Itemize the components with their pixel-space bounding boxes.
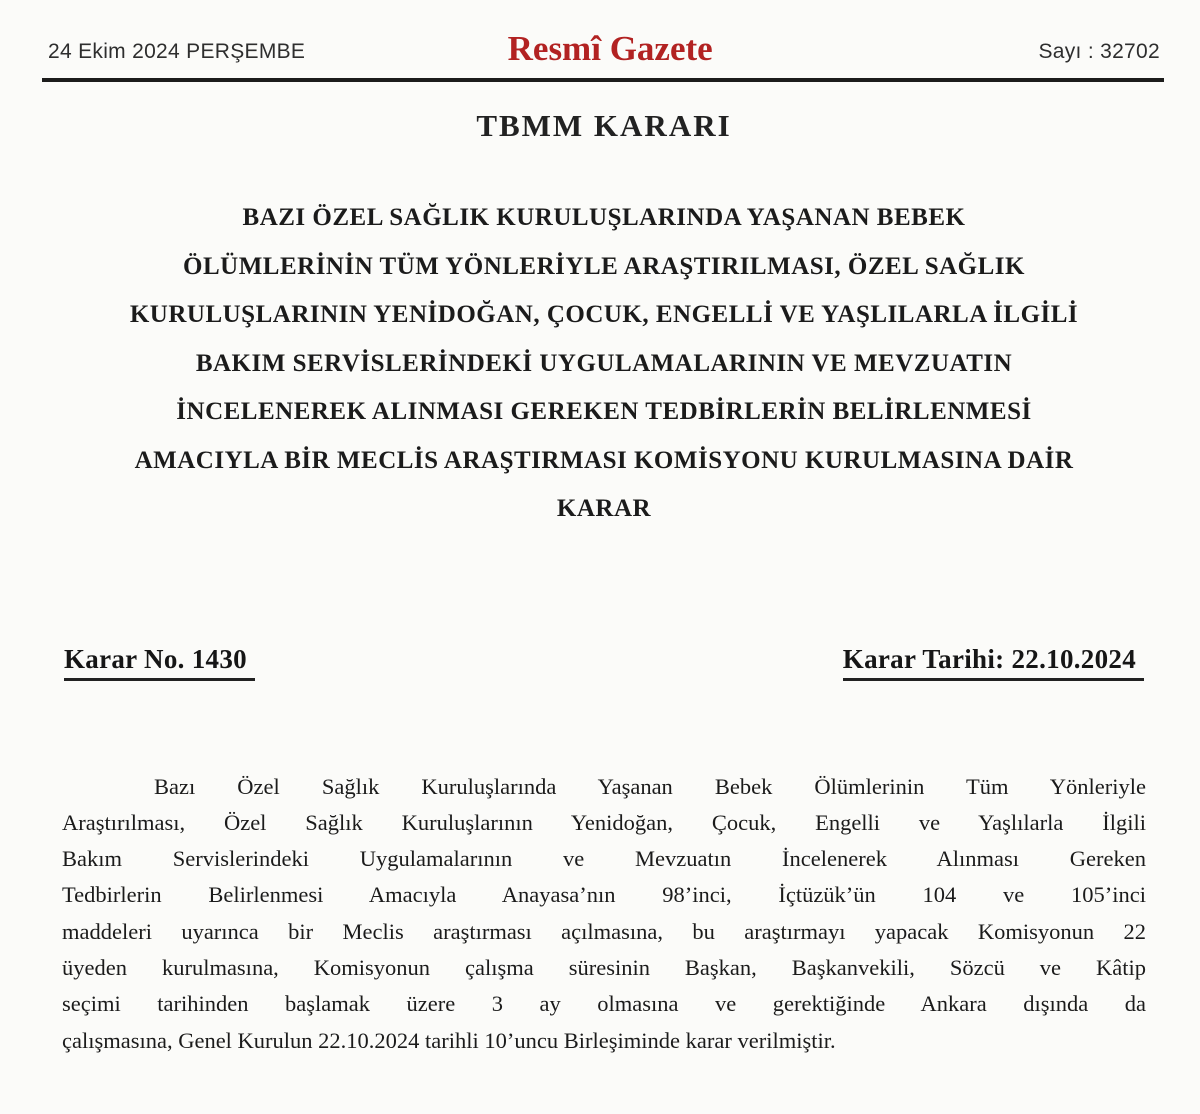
- body-line: Bazı Özel Sağlık Kuruluşlarında Yaşanan Bebek Ölümlerinin Tüm Yönleriyle: [154, 773, 1146, 799]
- gazette-masthead-title: Resmî Gazete: [507, 29, 713, 68]
- body-line: Bakım Servislerindeki Uygulamalarının ve Mevzuatın İncelenerek Alınması Gereken: [62, 846, 1146, 872]
- document-kind-heading: TBMM KARARI: [476, 108, 732, 143]
- body-line: çalışmasına, Genel Kurulun 22.10.2024 tarihli 10’uncu Birleşiminde karar verilmiştir.: [62, 1027, 836, 1053]
- body-line: maddeleri uyarınca bir Meclis araştırması açılmasına, bu araştırmayı yapacak Komisyonun 22: [62, 918, 1146, 944]
- body-line: üyeden kurulmasına, Komisyonun çalışma süresinin Başkan, Başkanvekili, Sözcü ve Kâtip: [62, 954, 1146, 980]
- issue-date: 24 Ekim 2024 PERŞEMBE: [48, 40, 306, 63]
- decision-title-line: BAKIM SERVİSLERİNDEKİ UYGULAMALARININ VE MEVZUATIN: [195, 349, 1013, 377]
- decision-title-line: AMACIYLA BİR MECLİS ARAŞTIRMASI KOMİSYONU KURULMASINA DAİR: [134, 446, 1074, 474]
- gazette-header: [48, 20, 1160, 66]
- decision-title-line: KURULUŞLARININ YENİDOĞAN, ÇOCUK, ENGELLİ VE YAŞLILARLA İLGİLİ: [129, 301, 1079, 328]
- decision-title-line: ÖLÜMLERİNİN TÜM YÖNLERİYLE ARAŞTIRILMASI, ÖZEL SAĞLIK: [183, 252, 1025, 280]
- body-line: seçimi tarihinden başlamak üzere 3 ay olmasına ve gerektiğinde Ankara dışında da: [62, 991, 1146, 1017]
- decision-title-line: BAZI ÖZEL SAĞLIK KURULUŞLARINDA YAŞANAN BEBEK: [242, 204, 966, 231]
- decision-title: [48, 194, 1160, 534]
- decision-date: Karar Tarihi: 22.10.2024: [843, 644, 1144, 681]
- decision-body-paragraph: [48, 769, 1160, 1059]
- issue-number: Sayı : 32702: [1038, 40, 1160, 63]
- decision-number: Karar No. 1430: [64, 644, 255, 681]
- decision-meta-row: [48, 644, 1160, 681]
- decision-title-line: KARAR: [556, 495, 652, 522]
- decision-title-line: İNCELENEREK ALINMASI GEREKEN TEDBİRLERİN BELİRLENMESİ: [176, 398, 1032, 425]
- header-divider-rule: [42, 78, 1164, 82]
- body-line: Tedbirlerin Belirlenmesi Amacıyla Anayasa’nın 98’inci, İçtüzük’ün 104 ve 105’inci: [62, 882, 1146, 908]
- body-line: Araştırılması, Özel Sağlık Kuruluşlarının Yenidoğan, Çocuk, Engelli ve Yaşlılarla İlgili: [62, 809, 1146, 835]
